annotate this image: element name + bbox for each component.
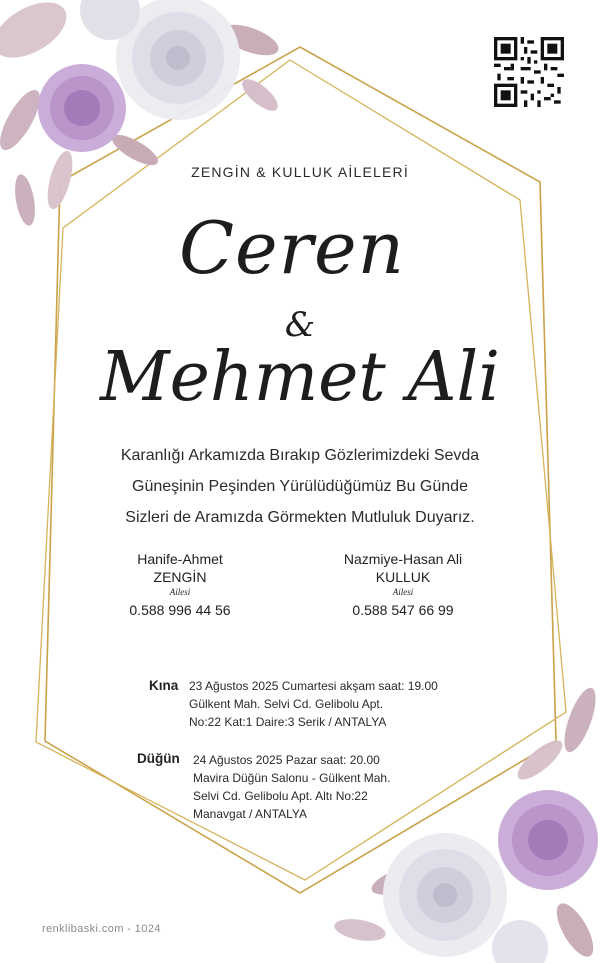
event-line: No:22 Kat:1 Daire:3 Serik / ANTALYA: [189, 715, 387, 729]
parent-names: Hanife-Ahmet: [137, 551, 223, 567]
bride-parents: [80, 550, 280, 620]
top-left-flowers-icon: [0, 0, 283, 227]
message-line: Sizleri de Aramızda Görmekten Mutluluk Duyarız.: [125, 509, 475, 526]
footer-credit: renklibaski.com - 1024: [42, 923, 161, 935]
invitation-message: [0, 440, 600, 533]
kina-label: Kına: [149, 678, 179, 693]
groom-parents: [303, 550, 503, 620]
message-line: Güneşinin Peşinden Yürülüdüğümüz Bu Günde: [132, 478, 468, 495]
parent-phone: 0.588 996 44 56: [129, 602, 231, 618]
qr-code-icon: [494, 37, 564, 107]
dugun-label: Düğün: [137, 751, 180, 766]
event-line: Manavgat / ANTALYA: [193, 807, 308, 821]
parent-surname: KULLUK: [375, 569, 431, 585]
groom-name: Mehmet Ali: [100, 338, 500, 417]
message-line: Karanlığı Arkamızda Bırakıp Gözlerimizdeki Sevda: [120, 447, 480, 464]
dugun-details: [193, 751, 390, 823]
parent-ailesi: Ailesi: [169, 587, 191, 597]
kina-details: [189, 677, 438, 731]
event-line: Selvi Cd. Gelibolu Apt. Altı No:22: [193, 789, 368, 803]
parent-surname: ZENGİN: [153, 569, 207, 585]
parent-phone: 0.588 547 66 99: [352, 602, 454, 618]
bride-name: Ceren: [178, 206, 406, 290]
ampersand: &: [284, 305, 316, 345]
event-line: Mavira Düğün Salonu - Gülkent Mah.: [193, 771, 391, 785]
families-heading: ZENGİN & KULLUK AİLELERİ: [191, 164, 409, 180]
parent-names: Nazmiye-Hasan Ali: [343, 551, 463, 567]
event-line: Gülkent Mah. Selvi Cd. Gelibolu Apt.: [189, 697, 384, 711]
event-line: 24 Ağustos 2025 Pazar saat: 20.00: [193, 753, 380, 767]
parent-ailesi: Ailesi: [392, 587, 414, 597]
event-line: 23 Ağustos 2025 Cumartesi akşam saat: 19.00: [189, 679, 438, 693]
